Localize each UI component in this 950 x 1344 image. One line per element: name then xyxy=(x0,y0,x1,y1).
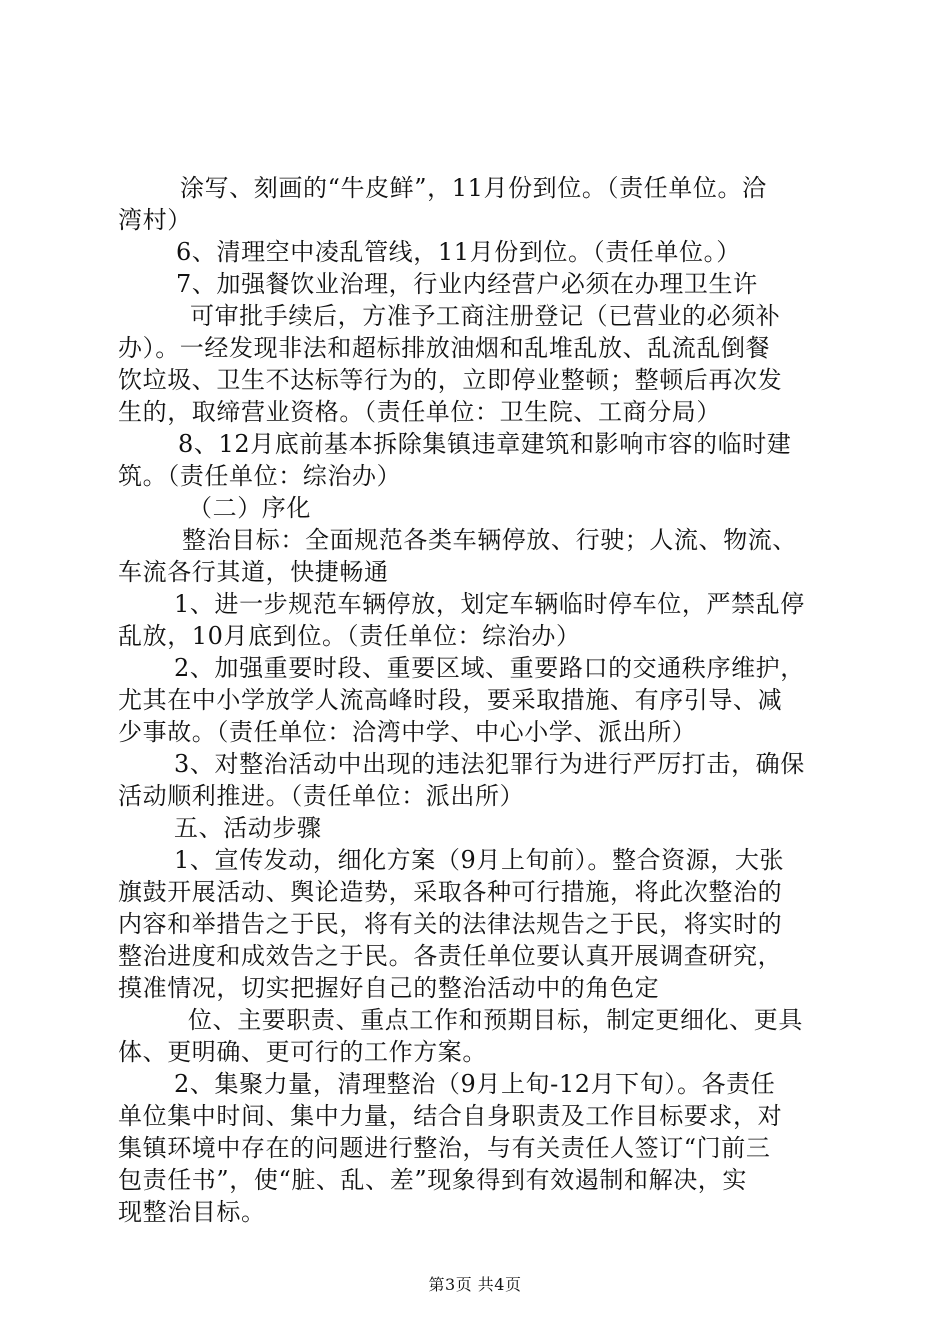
text-line: 摸准情况，切实把握好自己的整治活动中的角色定 xyxy=(118,974,660,1002)
text-line: 内容和举措告之于民，将有关的法律法规告之于民，将实时的 xyxy=(118,910,783,938)
text-line: 湾村） xyxy=(118,206,192,234)
text-line: 涂写、刻画的“牛皮鲜”，11月份到位。（责任单位。洽 xyxy=(180,174,767,202)
text-line: 单位集中时间、集中力量，结合自身职责及工作目标要求，对 xyxy=(118,1102,783,1130)
text-line: 包责任书”，使“脏、乱、差”现象得到有效遏制和解决，实 xyxy=(118,1166,748,1194)
text-line: 饮垃圾、卫生不达标等行为的，立即停业整顿；整顿后再次发 xyxy=(118,366,783,394)
text-line: 2、集聚力量，清理整治（9月上旬-12月下旬）。各责任 xyxy=(174,1070,776,1098)
page-number: 第3页 共4页 xyxy=(428,1275,522,1294)
text-line: 筑。（责任单位：综治办） xyxy=(118,462,402,490)
text-line: 7、加强餐饮业治理，行业内经营户必须在办理卫生许 xyxy=(176,270,758,298)
text-line: 旗鼓开展活动、舆论造势，采取各种可行措施，将此次整治的 xyxy=(118,878,783,906)
document-body xyxy=(118,172,834,1228)
text-line: 8、12月底前基本拆除集镇违章建筑和影响市容的临时建 xyxy=(178,430,792,458)
text-line: 办）。一经发现非法和超标排放油烟和乱堆乱放、乱流乱倒餐 xyxy=(118,334,771,362)
text-line: 可审批手续后，方准予工商注册登记（已营业的必须补 xyxy=(190,302,781,330)
text-line: 车流各行其道，快捷畅通 xyxy=(118,558,389,586)
text-line: 集镇环境中存在的问题进行整治，与有关责任人签订“门前三 xyxy=(118,1134,771,1162)
text-line: 2、加强重要时段、重要区域、重要路口的交通秩序维护， xyxy=(174,654,805,682)
text-line: 乱放，10月底到位。（责任单位：综治办） xyxy=(118,622,581,650)
text-line: 位、主要职责、重点工作和预期目标，制定更细化、更具 xyxy=(188,1006,803,1034)
text-line: 6、清理空中凌乱管线，11月份到位。（责任单位。） xyxy=(176,238,741,266)
text-line: 3、对整治活动中出现的违法犯罪行为进行严厉打击，确保 xyxy=(174,750,805,778)
text-line: 整治进度和成效告之于民。各责任单位要认真开展调查研究， xyxy=(118,942,783,970)
text-line: 少事故。（责任单位：洽湾中学、中心小学、派出所） xyxy=(118,718,697,746)
text-line: 1、进一步规范车辆停放，划定车辆临时停车位，严禁乱停 xyxy=(174,590,805,618)
text-line: 活动顺利推进。（责任单位：派出所） xyxy=(118,782,525,810)
text-line: 整治目标：全面规范各类车辆停放、行驶；人流、物流、 xyxy=(182,526,797,554)
text-line: 现整治目标。 xyxy=(118,1198,266,1226)
text-line: 尤其在中小学放学人流高峰时段，要采取措施、有序引导、减 xyxy=(118,686,783,714)
section-heading: 五、活动步骤 xyxy=(174,814,322,842)
text-line: 体、更明确、更可行的工作方案。 xyxy=(118,1038,487,1066)
text-line: 生的，取缔营业资格。（责任单位：卫生院、工商分局） xyxy=(118,398,721,426)
text-line: 1、宣传发动，细化方案（9月上旬前）。整合资源，大张 xyxy=(174,846,785,874)
section-heading: （二）序化 xyxy=(188,494,311,522)
